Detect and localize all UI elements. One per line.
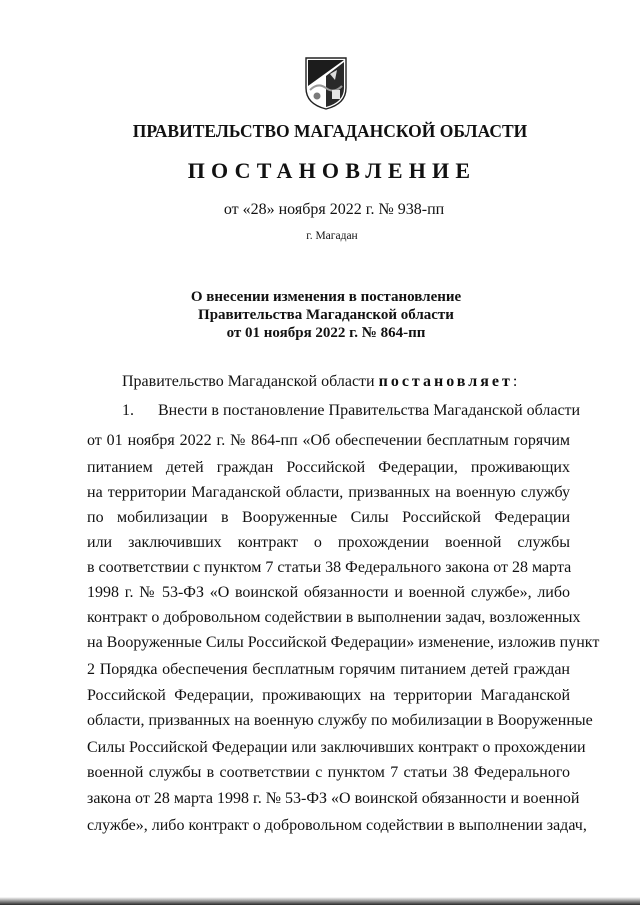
coat-of-arms-icon <box>304 56 348 110</box>
date-number-line: от «28» ноября 2022 г. № 938-пп <box>223 201 445 218</box>
intro-line <box>122 372 572 392</box>
subject-line-2: Правительства Магаданской области <box>198 307 454 323</box>
body-line-12: Российской Федерации, проживающих на территории Магаданской <box>87 687 570 704</box>
body-line-10: на Вооруженные Силы Российской Федерации» изменение, изложив пункт <box>87 634 600 651</box>
subject-line-1: О внесении изменения в постановление <box>190 289 462 305</box>
body-line-13: области, призванных на военную службу по мобилизации в Вооруженные <box>87 712 593 729</box>
body-line-2: от 01 ноября 2022 г. № 864-пп «Об обеспечении бесплатным горячим <box>87 432 570 449</box>
body-line-9: контракт о добровольном содействии в выполнении задач, возложенных <box>87 609 581 626</box>
body-line-6: или заключивших контракт о прохождении военной службы <box>87 534 570 551</box>
decree-word: постановляет <box>378 373 513 390</box>
body-line-3: питанием детей граждан Российской Федерации, проживающих <box>87 459 570 476</box>
body-line-17: службе», либо контракт о добровольном содействии в выполнении задач, <box>87 817 587 834</box>
body-line-1 <box>122 401 581 421</box>
city-line: г. Магадан <box>306 230 358 242</box>
document-type: ПОСТАНОВЛЕНИЕ <box>187 158 477 183</box>
scan-edge-shadow <box>0 897 640 905</box>
item-number: 1. <box>122 402 134 419</box>
body-line-5: по мобилизации в Вооруженные Силы Российской Федерации <box>87 509 570 526</box>
intro-colon: : <box>512 373 518 390</box>
body-line-15: военной службы в соответствии с пунктом 7 статьи 38 Федерального <box>87 764 570 781</box>
body-line-14: Силы Российской Федерации или заключивших контракт о прохождении <box>87 739 586 756</box>
body-line-16: закона от 28 марта 1998 г. № 53-ФЗ «О воинской обязанности и военной <box>87 790 580 807</box>
body-line-7: в соответствии с пунктом 7 статьи 38 Федерального закона от 28 марта <box>87 559 572 576</box>
intro-text: Правительство Магаданской области <box>122 373 379 390</box>
body-line-1-text: Внести в постановление Правительства Магаданской области <box>158 402 581 419</box>
body-line-4: на территории Магаданской области, призванных на военную службу <box>87 484 570 501</box>
body-line-8: 1998 г. № 53-ФЗ «О воинской обязанности и военной службе», либо <box>87 584 570 601</box>
body-line-11: 2 Порядка обеспечения бесплатным горячим питанием детей граждан <box>87 661 570 678</box>
subject-line-3: от 01 ноября 2022 г. № 864-пп <box>226 325 426 341</box>
government-title: ПРАВИТЕЛЬСТВО МАГАДАНСКОЙ ОБЛАСТИ <box>132 121 528 141</box>
